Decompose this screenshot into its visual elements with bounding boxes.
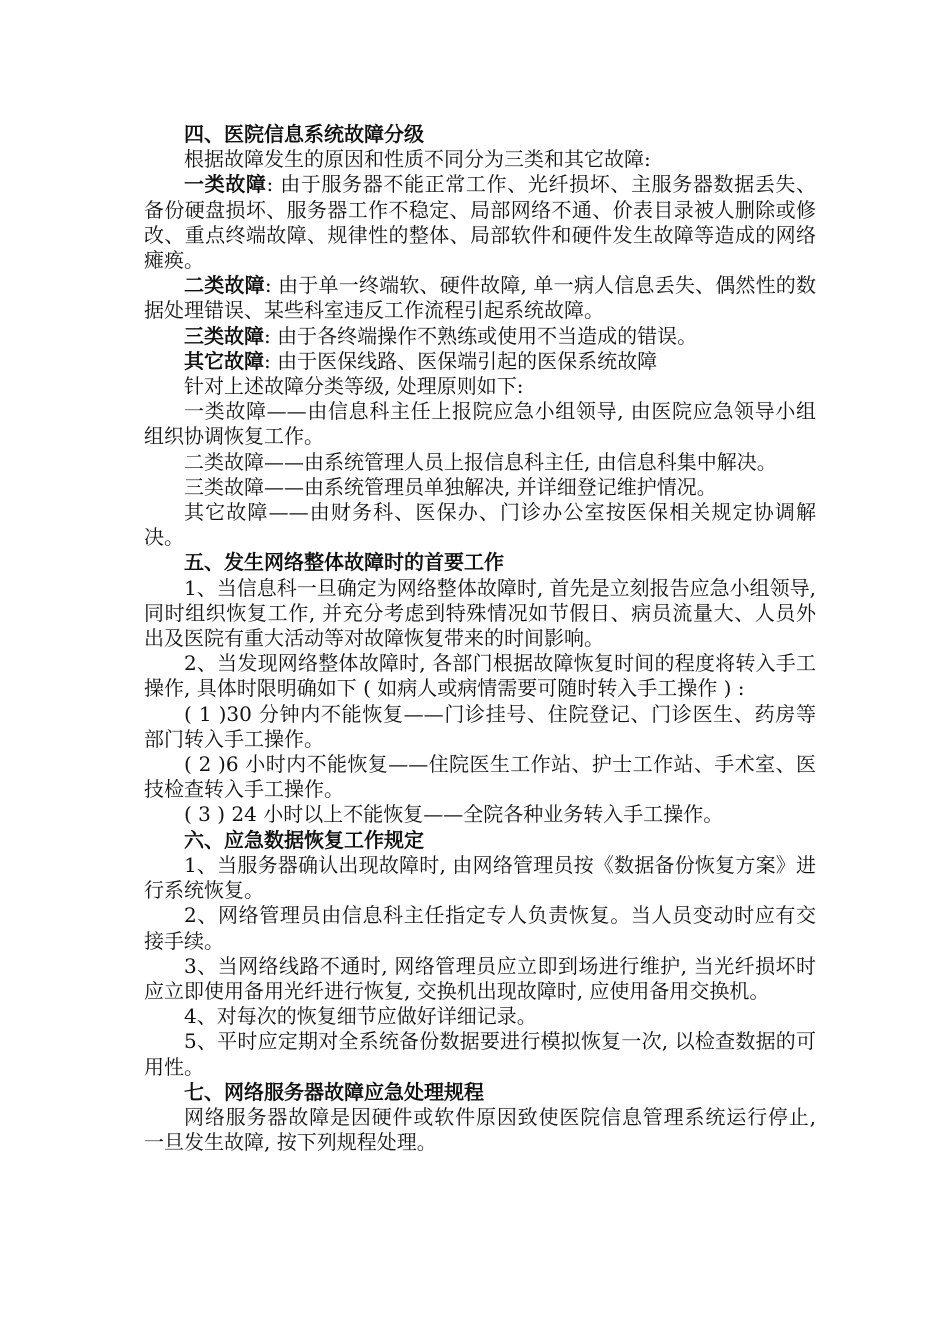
section-5-sub-2: ( 2 )6 小时内不能恢复——住院医生工作站、护士工作站、手术室、医技检查转入手工操作。 <box>144 752 816 802</box>
class1-text: : 由于服务器不能正常工作、光纤损坏、主服务器数据丢失、备份硬盘损坏、服务器工作不稳定、局部网络不通、价表目录被人删除或修改、重点终端故障、规律性的整体、局部软件和硬件发生故障等造成的网络瘫痪。 <box>144 172 816 273</box>
section-5-sub-3: ( 3 ) 24 小时以上不能恢复——全院各种业务转入手工操作。 <box>184 802 724 827</box>
class2-text: : 由于单一终端软、硬件故障, 单一病人信息丢失、偶然性的数据处理错误、某些科室违反工作流程引起系统故障。 <box>144 273 817 323</box>
principle-1: 一类故障——由信息科主任上报院应急小组领导, 由医院应急领导小组组织协调恢复工作。 <box>144 399 816 449</box>
section-5-heading: 五、发生网络整体故障时的首要工作 <box>184 550 504 575</box>
section-5-sub-1: ( 1 )30 分钟内不能恢复——门诊挂号、住院登记、门诊医生、药房等部门转入手工操作。 <box>144 701 816 751</box>
principle-intro: 针对上述故障分类等级, 处理原则如下: <box>184 374 524 399</box>
principle-2: 二类故障——由系统管理人员上报信息科主任, 由信息科集中解决。 <box>184 449 777 474</box>
class3-label: 三类故障 <box>184 323 264 348</box>
section-6-item-5: 5、平时应定期对全系统备份数据要进行模拟恢复一次, 以检查数据的可用性。 <box>144 1029 816 1079</box>
section-4-intro: 根据故障发生的原因和性质不同分为三类和其它故障: <box>184 147 651 172</box>
document-body <box>144 122 816 1155</box>
other-text: : 由于医保线路、医保端引起的医保系统故障 <box>264 348 658 373</box>
principle-3: 三类故障——由系统管理员单独解决, 并详细登记维护情况。 <box>184 474 717 499</box>
principle-4: 其它故障——由财务科、医保办、门诊办公室按医保相关规定协调解决。 <box>144 500 816 550</box>
class1-paragraph <box>144 172 816 273</box>
class2-label: 二类故障 <box>184 273 265 298</box>
other-label: 其它故障 <box>184 348 264 373</box>
section-7-intro: 网络服务器故障是因硬件或软件原因致使医院信息管理系统运行停止, 一旦发生故障, 按下列规程处理。 <box>144 1104 816 1155</box>
section-7-heading: 七、网络服务器故障应急处理规程 <box>184 1079 484 1104</box>
class2-paragraph <box>144 273 816 323</box>
section-5-item-1: 1、当信息科一旦确定为网络整体故障时, 首先是立刻报告应急小组领导, 同时组织恢复工作, 并充分考虑到特殊情况如节假日、病员流量大、人员外出及医院有重大活动等对故障恢复带来的时间影响。 <box>144 575 816 651</box>
section-6-heading: 六、应急数据恢复工作规定 <box>184 827 424 852</box>
other-paragraph <box>144 349 816 374</box>
section-6-item-3: 3、当网络线路不通时, 网络管理员应立即到场进行维护, 当光纤损坏时应立即使用备用光纤进行恢复, 交换机出现故障时, 应使用备用交换机。 <box>144 953 816 1003</box>
class3-paragraph <box>144 324 816 349</box>
class3-text: : 由于各终端操作不熟练或使用不当造成的错误。 <box>264 323 698 348</box>
section-6-item-4: 4、对每次的恢复细节应做好详细记录。 <box>184 1004 537 1029</box>
section-5-item-2: 2、当发现网络整体故障时, 各部门根据故障恢复时间的程度将转入手工操作, 具体时限明确如下 ( 如病人或病情需要可随时转入手工操作 ) : <box>144 651 816 701</box>
section-4-heading: 四、医院信息系统故障分级 <box>184 122 424 146</box>
section-6-item-2: 2、网络管理员由信息科主任指定专人负责恢复。当人员变动时应有交接手续。 <box>144 903 816 953</box>
section-6-item-1: 1、当服务器确认出现故障时, 由网络管理员按《数据备份恢复方案》进行系统恢复。 <box>144 852 816 903</box>
class1-label: 一类故障 <box>184 172 267 197</box>
